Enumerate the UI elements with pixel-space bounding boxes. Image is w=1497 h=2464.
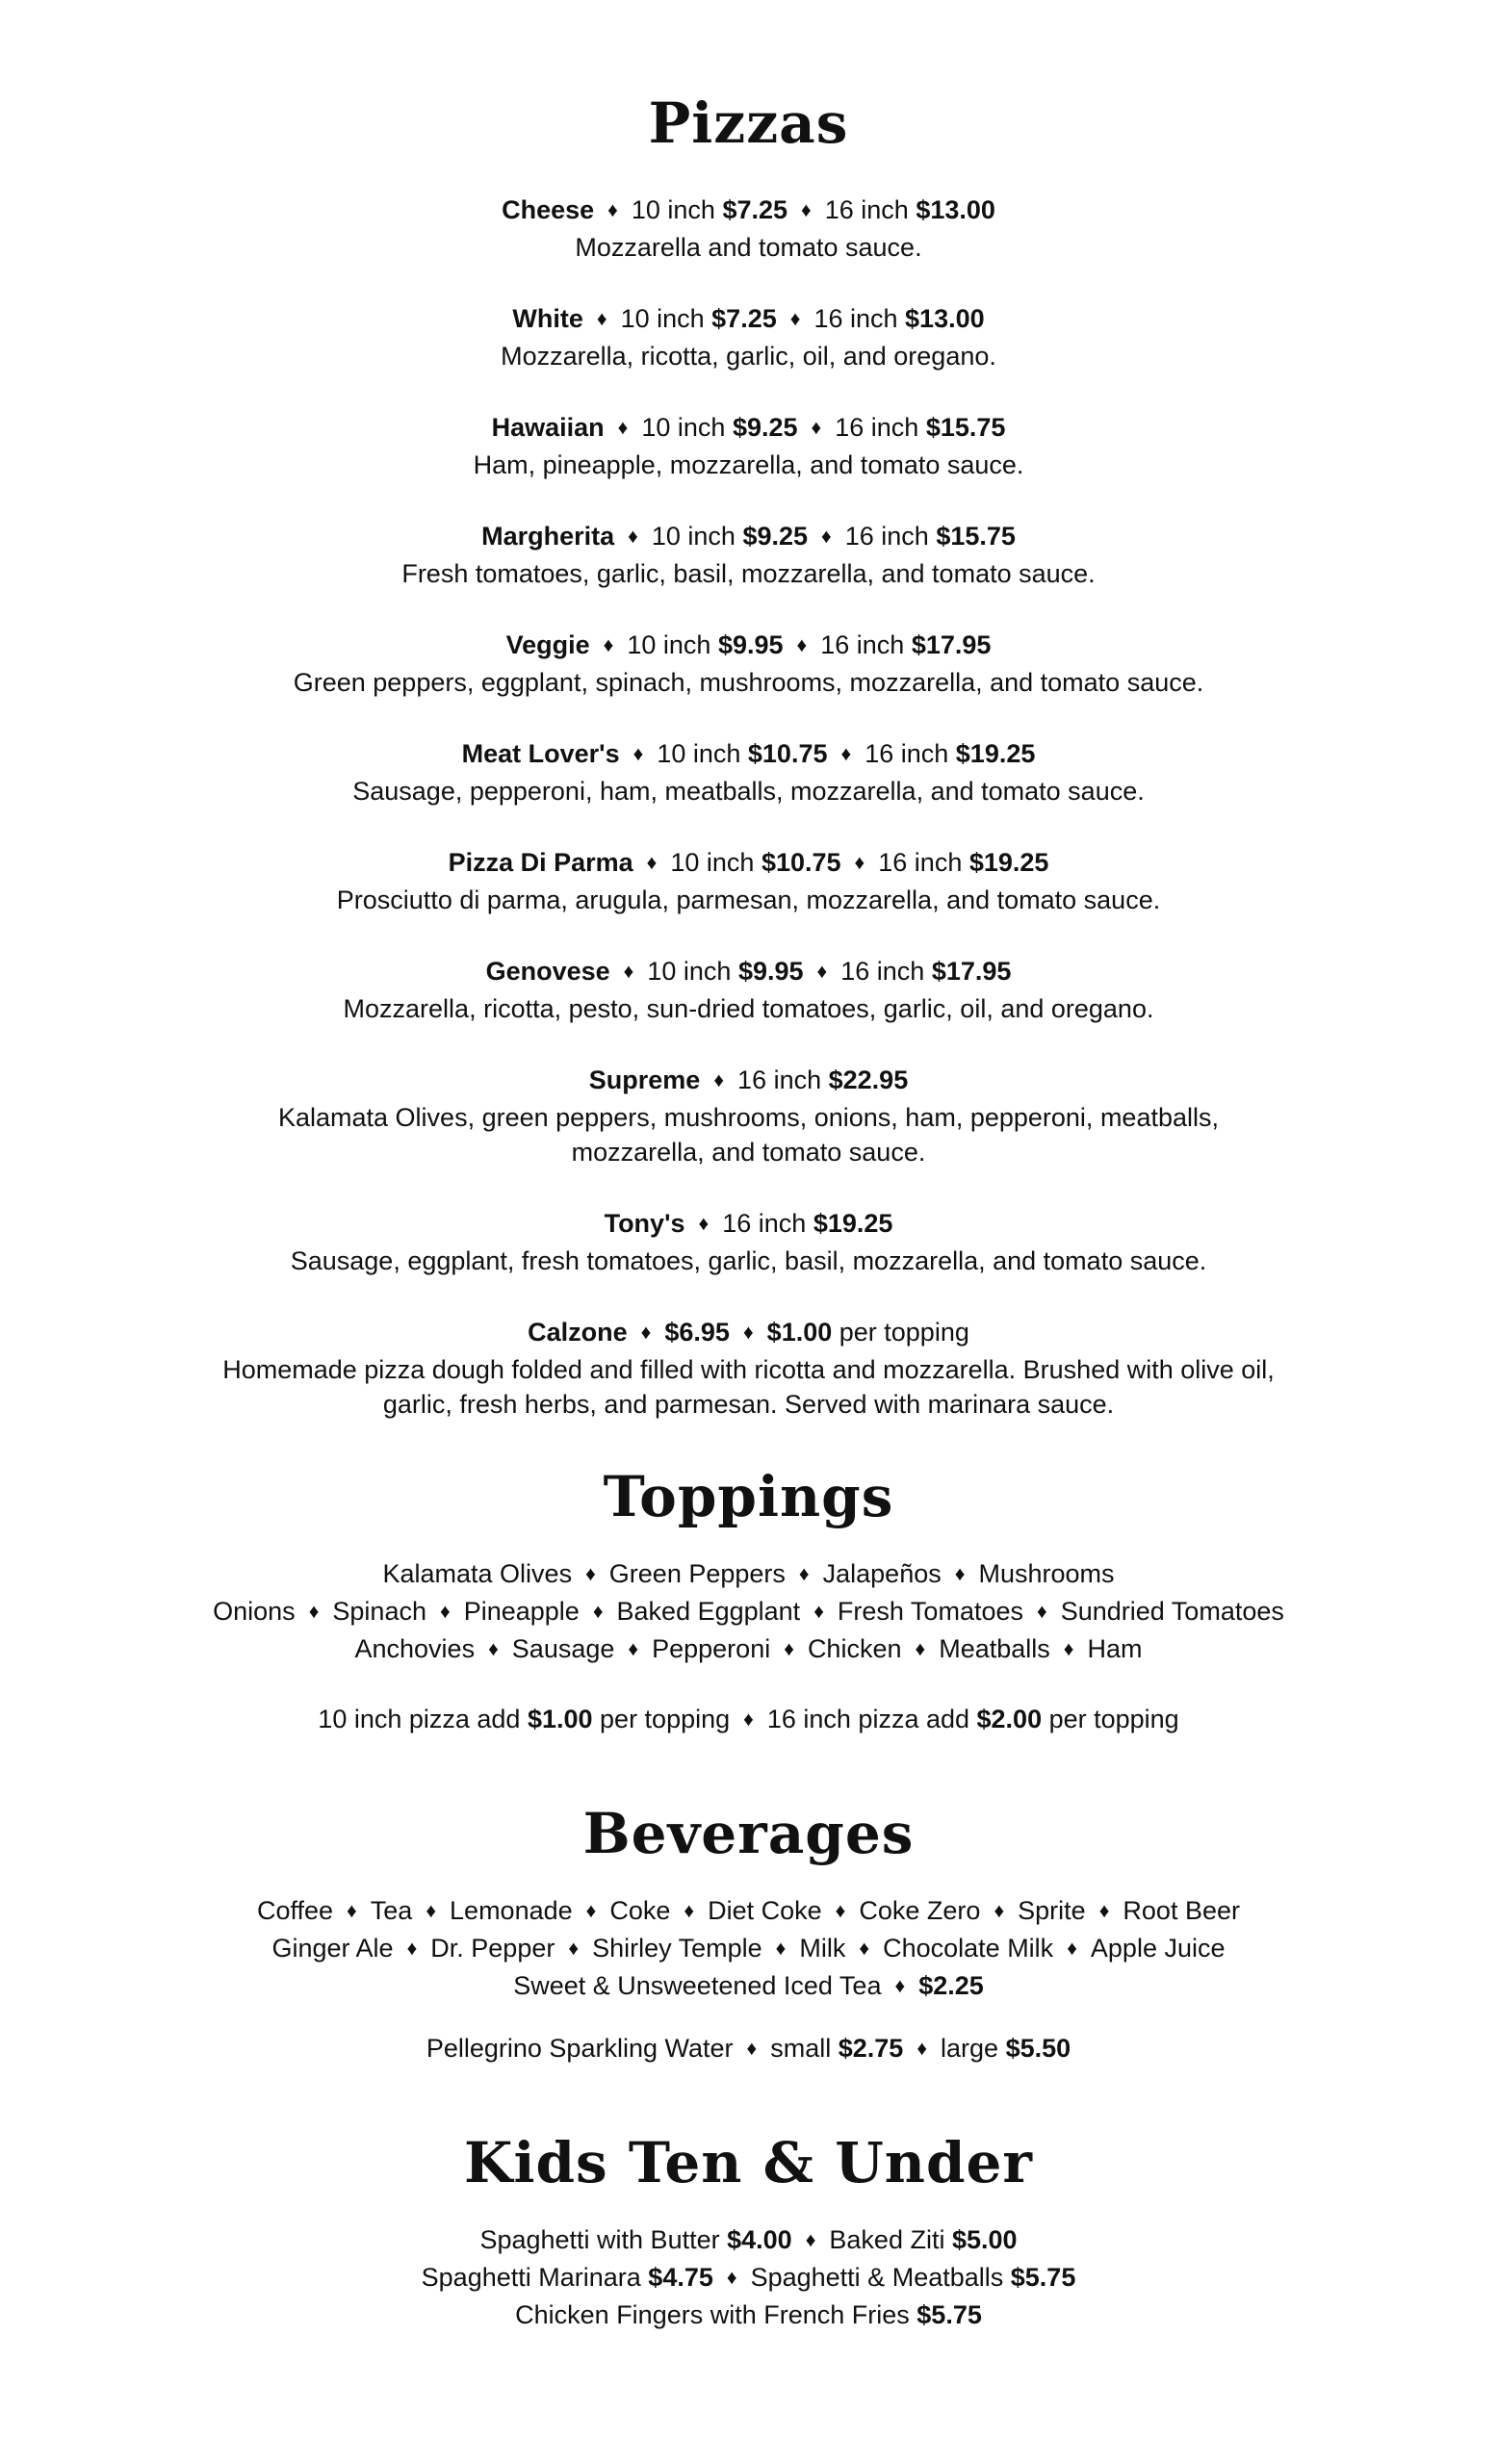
note-text: 16 inch pizza add <box>766 1705 977 1733</box>
note-text: per topping <box>1042 1705 1179 1733</box>
price: $2.25 <box>918 1971 984 2000</box>
price: $4.00 <box>727 2225 792 2254</box>
price: $22.95 <box>828 1065 909 1094</box>
separator-diamond: ♦ <box>801 199 812 221</box>
price: $4.75 <box>648 2263 713 2292</box>
size-label: 10 inch <box>647 957 738 986</box>
pizza-description: Fresh tomatoes, garlic, basil, mozzarella, and tomato sauce. <box>401 559 1096 588</box>
pizza-description: Mozzarella, ricotta, garlic, oil, and oregano. <box>501 342 996 371</box>
pizza-description: Sausage, pepperoni, ham, meatballs, mozzarella, and tomato sauce. <box>352 777 1145 806</box>
separator-diamond: ♦ <box>726 2267 737 2289</box>
topping-list <box>0 1556 1497 1669</box>
topping-row <box>0 1594 1497 1631</box>
pizza-item <box>0 192 1497 265</box>
topping-item: Anchovies <box>354 1634 476 1663</box>
beverage-item: Coffee <box>256 1896 334 1925</box>
size-label: 16 inch <box>824 195 916 224</box>
separator-diamond: ♦ <box>994 1900 1005 1922</box>
price: $17.95 <box>911 630 992 659</box>
price: $15.75 <box>925 413 1006 442</box>
beverage-pellegrino <box>0 2031 1497 2068</box>
topping-price-note <box>0 1702 1497 1739</box>
size-label: 16 inch <box>840 957 932 986</box>
size-label: 16 inch <box>737 1065 829 1094</box>
beverage-item: Coke Zero <box>859 1896 981 1925</box>
beverage-item: Sprite <box>1018 1896 1086 1925</box>
price-note: per topping <box>832 1318 969 1347</box>
price: $9.95 <box>717 630 784 659</box>
pizza-name: Genovese <box>485 957 610 986</box>
pizza-description: Homemade pizza dough folded and filled with ricotta and mozzarella. Brushed with olive oil, <box>222 1355 1275 1384</box>
separator-diamond: ♦ <box>805 2229 816 2251</box>
pizza-header <box>0 410 1497 448</box>
size-label: 10 inch <box>670 848 761 877</box>
section-title-beverages: Beverages <box>582 1801 915 1866</box>
pizza-description: Mozzarella and tomato sauce. <box>575 233 922 262</box>
separator-diamond: ♦ <box>632 743 644 765</box>
pizza-name: Cheese <box>502 195 595 224</box>
kids-section <box>0 2124 1497 2332</box>
price: $5.00 <box>951 2225 1018 2254</box>
price: $10.75 <box>761 848 841 877</box>
separator-diamond: ♦ <box>775 1938 787 1960</box>
separator-diamond: ♦ <box>603 634 614 656</box>
pizza-name: White <box>512 304 583 333</box>
beverage-item: Tea <box>370 1896 413 1925</box>
price: $10.75 <box>747 739 828 768</box>
size-label: 10 inch <box>627 630 718 659</box>
topping-item: Meatballs <box>939 1634 1050 1663</box>
topping-item: Ham <box>1087 1634 1143 1663</box>
separator-diamond: ♦ <box>915 1638 926 1660</box>
separator-diamond: ♦ <box>628 1638 639 1660</box>
pizza-item <box>0 954 1497 1026</box>
beverage-row <box>0 1931 1497 1968</box>
pizza-item <box>0 1063 1497 1169</box>
kids-item-name: Spaghetti & Meatballs <box>750 2263 1011 2292</box>
size-label: large <box>941 2034 1006 2063</box>
topping-item: Kalamata Olives <box>382 1559 573 1588</box>
size-label: 16 inch <box>835 413 926 442</box>
pizza-item <box>0 845 1497 917</box>
beverage-item: Lemonade <box>450 1896 573 1925</box>
price: $9.95 <box>737 957 804 986</box>
separator-diamond: ♦ <box>585 1563 596 1585</box>
beverage-item: Chocolate Milk <box>883 1934 1054 1963</box>
separator-diamond: ♦ <box>592 1601 604 1623</box>
beverage-iced-tea <box>0 1968 1497 2006</box>
beverage-item: Root Beer <box>1123 1896 1240 1925</box>
pizza-header <box>0 954 1497 991</box>
topping-item: Green Peppers <box>608 1559 786 1588</box>
kids-row <box>0 2222 1497 2260</box>
pizza-description: Prosciutto di parma, arugula, parmesan, mozzarella, and tomato sauce. <box>336 886 1161 914</box>
topping-row <box>0 1556 1497 1594</box>
beverage-item: Ginger Ale <box>271 1934 394 1963</box>
separator-diamond: ♦ <box>813 1601 824 1623</box>
pizza-header <box>0 519 1497 556</box>
pizza-description: Ham, pineapple, mozzarella, and tomato sauce. <box>473 450 1024 479</box>
toppings-section <box>0 1458 1497 1739</box>
beverage-item: Milk <box>799 1934 846 1963</box>
size-label: 10 inch <box>641 413 733 442</box>
pizza-description: garlic, fresh herbs, and parmesan. Served with marinara sauce. <box>382 1390 1115 1419</box>
separator-diamond: ♦ <box>859 1938 870 1960</box>
pizza-description: Sausage, eggplant, fresh tomatoes, garlic, basil, mozzarella, and tomato sauce. <box>290 1246 1207 1275</box>
pizza-name: Tony's <box>604 1209 685 1238</box>
pizza-name: Meat Lover's <box>461 739 620 768</box>
separator-diamond: ♦ <box>568 1938 580 1960</box>
topping-item: Fresh Tomatoes <box>837 1597 1023 1626</box>
separator-diamond: ♦ <box>821 526 832 548</box>
beverage-row <box>0 1893 1497 1931</box>
separator-diamond: ♦ <box>1037 1601 1047 1623</box>
note-text: 10 inch pizza add <box>318 1705 528 1733</box>
pizza-name: Pizza Di Parma <box>448 848 633 877</box>
topping-item: Baked Eggplant <box>616 1597 801 1626</box>
separator-diamond: ♦ <box>640 1322 652 1344</box>
pizza-header <box>0 628 1497 665</box>
beverages-section <box>0 1795 1497 2068</box>
price: $13.00 <box>916 195 995 224</box>
price: $7.25 <box>722 195 788 224</box>
size-label: 10 inch <box>631 195 723 224</box>
size-label: 16 inch <box>865 739 956 768</box>
pizza-header <box>0 1063 1497 1100</box>
separator-diamond: ♦ <box>954 1563 966 1585</box>
separator-diamond: ♦ <box>746 2038 758 2060</box>
section-title-toppings: Toppings <box>603 1464 894 1529</box>
separator-diamond: ♦ <box>1063 1638 1074 1660</box>
size-label: 10 inch <box>651 522 743 551</box>
kids-item-name: Spaghetti Marinara <box>421 2263 649 2292</box>
separator-diamond: ♦ <box>854 852 865 874</box>
pizza-item <box>0 1206 1497 1278</box>
pizza-name: Veggie <box>505 630 590 659</box>
pizza-header <box>0 301 1497 339</box>
pizza-description: mozzarella, and tomato sauce. <box>571 1138 926 1167</box>
separator-diamond: ♦ <box>811 417 822 439</box>
price: $19.25 <box>968 848 1049 877</box>
topping-row <box>0 1631 1497 1669</box>
separator-diamond: ♦ <box>789 308 801 330</box>
topping-item: Pepperoni <box>652 1634 771 1663</box>
pizzas-section <box>0 85 1497 1422</box>
separator-diamond: ♦ <box>1067 1938 1077 1960</box>
price: $2.75 <box>838 2034 904 2063</box>
pizza-description: Mozzarella, ricotta, pesto, sun-dried tomatoes, garlic, oil, and oregano. <box>343 994 1154 1023</box>
separator-diamond: ♦ <box>798 1563 810 1585</box>
pizza-item <box>0 736 1497 808</box>
separator-diamond: ♦ <box>742 1322 754 1344</box>
topping-item: Spinach <box>332 1597 426 1626</box>
pizza-header <box>0 192 1497 230</box>
pizza-header <box>0 845 1497 883</box>
pizza-item <box>0 519 1497 591</box>
pizza-item <box>0 628 1497 700</box>
separator-diamond: ♦ <box>796 634 808 656</box>
separator-diamond: ♦ <box>308 1601 320 1623</box>
separator-diamond: ♦ <box>347 1900 357 1922</box>
separator-diamond: ♦ <box>816 961 828 983</box>
separator-diamond: ♦ <box>426 1900 437 1922</box>
price: $2.00 <box>976 1705 1043 1733</box>
separator-diamond: ♦ <box>439 1601 451 1623</box>
pizza-name: Margherita <box>481 522 615 551</box>
price: $19.25 <box>813 1209 893 1238</box>
separator-diamond: ♦ <box>684 1900 695 1922</box>
separator-diamond: ♦ <box>894 1975 906 1997</box>
price: $9.25 <box>742 522 809 551</box>
pizza-name: Calzone <box>528 1318 628 1347</box>
separator-diamond: ♦ <box>713 1069 725 1091</box>
price: $1.00 <box>527 1705 593 1733</box>
topping-item: Sundried Tomatoes <box>1060 1597 1284 1626</box>
size-label: 10 inch <box>620 304 712 333</box>
separator-diamond: ♦ <box>406 1938 418 1960</box>
price: $6.95 <box>664 1318 730 1347</box>
size-label: 10 inch <box>657 739 748 768</box>
pizza-description: Green peppers, eggplant, spinach, mushrooms, mozzarella, and tomato sauce. <box>293 668 1204 697</box>
separator-diamond: ♦ <box>596 308 607 330</box>
price: $7.25 <box>711 304 777 333</box>
size-label: 16 inch <box>813 304 906 333</box>
separator-diamond: ♦ <box>623 961 634 983</box>
kids-item-name: Chicken Fingers with French Fries <box>515 2300 917 2329</box>
pizza-item <box>0 301 1497 373</box>
separator-diamond: ♦ <box>628 526 638 548</box>
pizza-list <box>0 192 1497 1278</box>
separator-diamond: ♦ <box>698 1213 710 1235</box>
price: $9.25 <box>732 413 798 442</box>
topping-item: Chicken <box>807 1634 902 1663</box>
price: $19.25 <box>955 739 1036 768</box>
price: $1.00 <box>766 1318 833 1347</box>
kids-item-name: Spaghetti with Butter <box>479 2225 728 2254</box>
separator-diamond: ♦ <box>646 852 658 874</box>
separator-diamond: ♦ <box>743 1708 754 1731</box>
separator-diamond: ♦ <box>1098 1900 1110 1922</box>
pizza-name: Supreme <box>588 1065 701 1094</box>
section-title-pizzas: Pizzas <box>648 90 849 156</box>
size-label: 16 inch <box>820 630 912 659</box>
separator-diamond: ♦ <box>617 417 629 439</box>
size-label: 16 inch <box>844 522 937 551</box>
separator-diamond: ♦ <box>607 199 618 221</box>
beverage-list <box>0 1893 1497 1968</box>
price: $15.75 <box>936 522 1016 551</box>
pizza-header <box>0 1206 1497 1244</box>
price: $5.75 <box>916 2300 982 2329</box>
separator-diamond: ♦ <box>585 1900 597 1922</box>
beverage-item: Dr. Pepper <box>430 1934 555 1963</box>
kids-row <box>0 2260 1497 2297</box>
price: $5.75 <box>1010 2263 1076 2292</box>
price: $17.95 <box>931 957 1012 986</box>
size-label: 16 inch <box>722 1209 813 1238</box>
separator-diamond: ♦ <box>840 743 852 765</box>
separator-diamond: ♦ <box>916 2038 928 2060</box>
size-label: 16 inch <box>878 848 969 877</box>
note-text: per topping <box>592 1705 731 1733</box>
topping-item: Jalapeños <box>822 1559 942 1588</box>
kids-row <box>0 2297 1497 2332</box>
topping-item: Mushrooms <box>978 1559 1115 1588</box>
topping-item: Pineapple <box>463 1597 580 1626</box>
pizza-item <box>0 410 1497 482</box>
beverage-item: Coke <box>609 1896 671 1925</box>
topping-item: Onions <box>213 1597 296 1626</box>
beverage-item: Diet Coke <box>708 1896 822 1925</box>
pizza-header <box>0 736 1497 774</box>
pizza-description: Kalamata Olives, green peppers, mushrooms, onions, ham, pepperoni, meatballs, <box>277 1103 1219 1132</box>
topping-item: Sausage <box>511 1634 615 1663</box>
size-label: small <box>770 2034 839 2063</box>
price: $13.00 <box>905 304 985 333</box>
pizza-item-calzone <box>0 1315 1497 1422</box>
beverage-item: Apple Juice <box>1090 1934 1226 1963</box>
pizza-name: Hawaiian <box>491 413 605 442</box>
separator-diamond: ♦ <box>835 1900 846 1922</box>
beverage-item: Shirley Temple <box>592 1934 762 1963</box>
price: $5.50 <box>1005 2034 1071 2063</box>
section-title-kids: Kids Ten & Under <box>464 2130 1033 2195</box>
separator-diamond: ♦ <box>784 1638 794 1660</box>
separator-diamond: ♦ <box>488 1638 499 1660</box>
kids-list <box>0 2222 1497 2332</box>
kids-item-name: Baked Ziti <box>829 2225 952 2254</box>
beverage-name: Pellegrino Sparkling Water <box>426 2034 734 2063</box>
beverage-name: Sweet & Unsweetened Iced Tea <box>513 1971 882 2000</box>
